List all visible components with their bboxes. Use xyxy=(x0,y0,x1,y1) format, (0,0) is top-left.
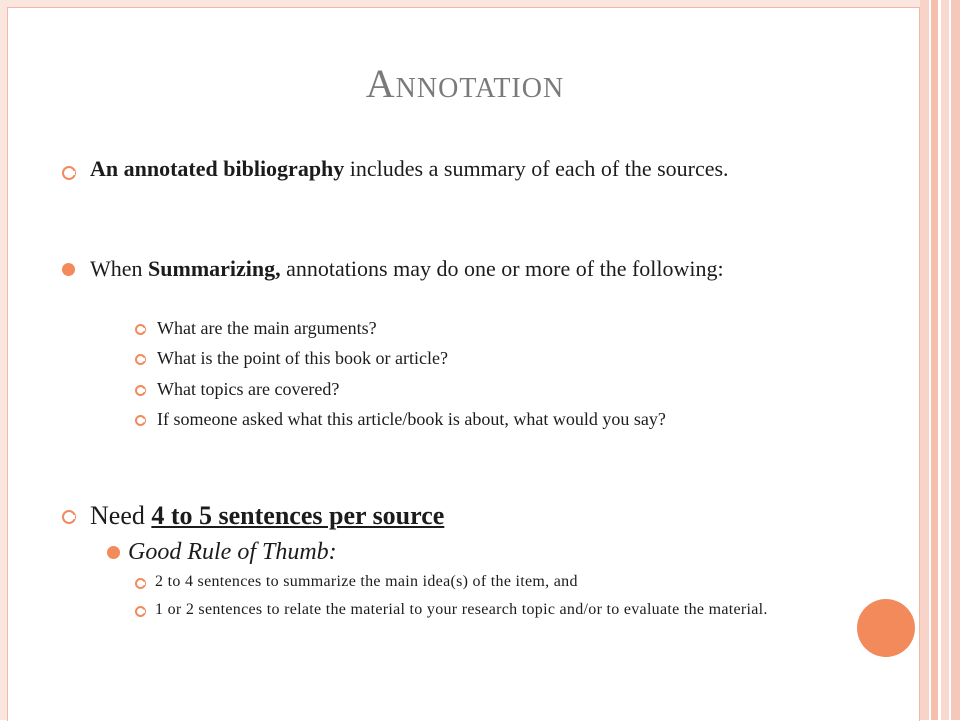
rule-item: 2 to 4 sentences to summarize the main idea(s) of the item, and xyxy=(155,573,578,590)
bullet-lead: Need xyxy=(90,501,152,530)
sub-item: What topics are covered? xyxy=(157,379,340,399)
circle-bullet-icon xyxy=(135,385,146,396)
rule-of-thumb-heading: Good Rule of Thumb: xyxy=(128,539,337,565)
decorative-orange-circle xyxy=(857,599,915,657)
sub-item: If someone asked what this article/book is about, what would you say? xyxy=(157,409,666,429)
dot-bullet-icon xyxy=(62,263,75,276)
sub-item: What is the point of this book or article? xyxy=(157,348,448,368)
bullet-bold-lead: An annotated bibliography xyxy=(90,156,345,181)
decorative-stripe xyxy=(920,0,929,720)
bullet-annotated-bibliography xyxy=(90,156,890,182)
bullet-summarizing xyxy=(90,256,880,282)
circle-bullet-icon xyxy=(135,324,146,335)
bullet-underline-bold: 4 to 5 sentences per source xyxy=(151,501,445,530)
rule-item: 1 or 2 sentences to relate the material to your research topic and/or to evaluate the material. xyxy=(155,601,768,618)
slide-title: Annotation xyxy=(365,61,565,106)
circle-bullet-icon xyxy=(62,510,76,524)
bullet-bold-lead: Summarizing, xyxy=(148,256,281,281)
bullet-sentences-per-source xyxy=(90,501,890,531)
circle-bullet-icon xyxy=(135,578,146,589)
circle-bullet-icon xyxy=(62,166,76,180)
decorative-stripe xyxy=(951,0,960,720)
circle-bullet-icon xyxy=(135,606,146,617)
dot-bullet-icon xyxy=(107,546,120,559)
sub-item: What are the main arguments? xyxy=(157,318,377,338)
bullet-text: annotations may do one or more of the following: xyxy=(280,256,724,281)
circle-bullet-icon xyxy=(135,354,146,365)
decorative-stripe xyxy=(941,0,949,720)
decorative-stripe xyxy=(931,0,938,720)
bullet-text: includes a summary of each of the sources. xyxy=(344,156,729,181)
circle-bullet-icon xyxy=(135,415,146,426)
bullet-lead: When xyxy=(90,256,149,281)
